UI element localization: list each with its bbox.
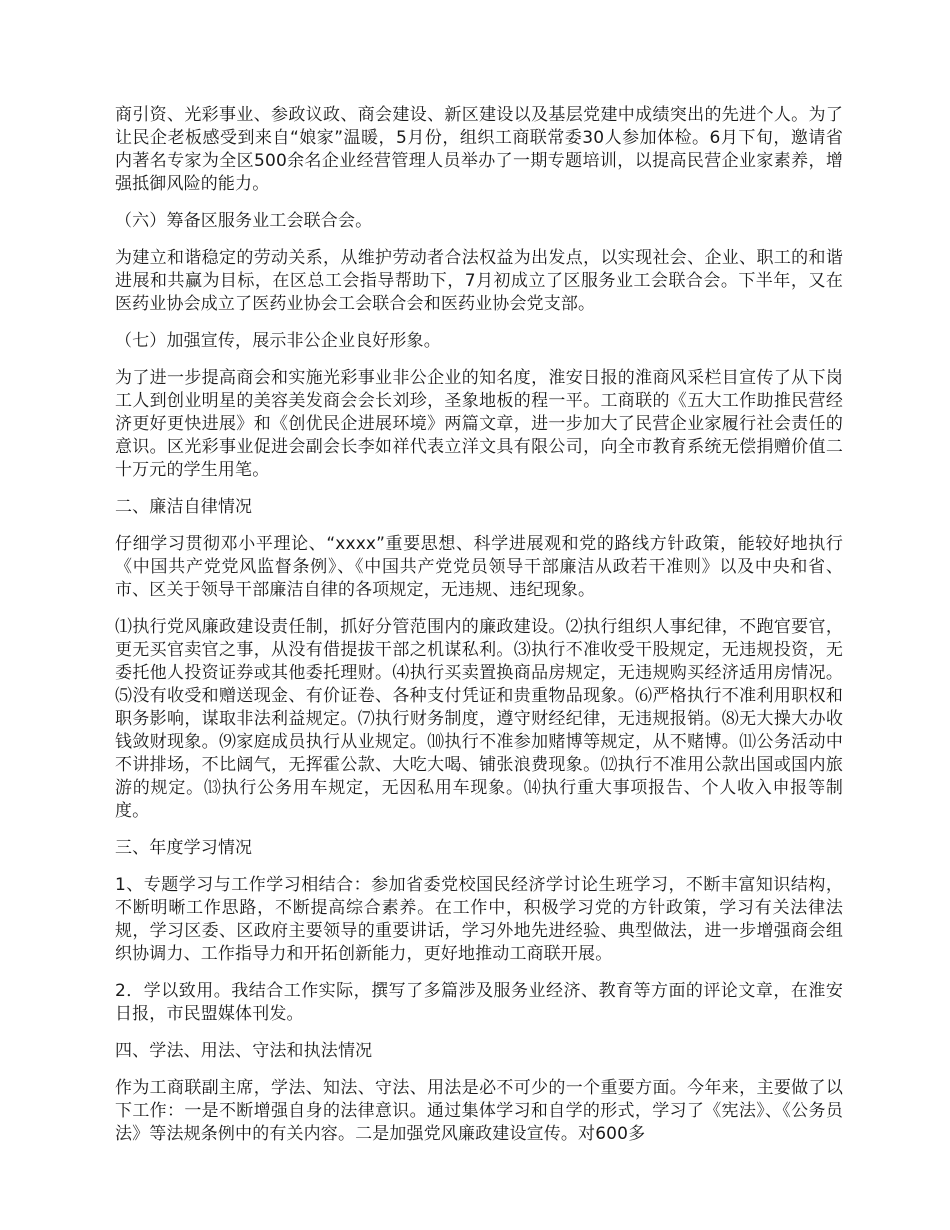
heading-annual-study: 三、年度学习情况 [115, 838, 253, 858]
document-page [115, 104, 843, 1160]
paragraph-study-1: 1、专题学习与工作学习相结合：参加省委党校国民经济学讨论生班学习，不断丰富知识结构，不断明晰工作思路，不断提高综合素养。在工作中，积极学习党的方针政策，学习有关法律法规，学习区委、区政府主要领导的重要讲话，学习外地先进经验、典型做法，进一步增强商会组织协调力、工作指导力和开拓创新能力，更好地推动工商联开展。 [115, 875, 843, 964]
heading-law: 四、学法、用法、守法和执法情况 [115, 1041, 373, 1061]
paragraph-law: 作为工商联副主席，学法、知法、守法、用法是必不可少的一个重要方面。今年来，主要做了以下工作：一是不断增强自身的法律意识。通过集体学习和自学的形式，学习了《宪法》、《公务员法》等法规条例中的有关内容。二是加强党风廉政建设宣传。对600多 [115, 1078, 843, 1144]
paragraph-service-union: 为建立和谐稳定的劳动关系，从维护劳动者合法权益为出发点，以实现社会、企业、职工的和谐进展和共赢为目标，在区总工会指导帮助下，7月初成立了区服务业工会联合会。下半年，又在医药业协会成立了医药业协会工会联合会和医药业协会党支部。 [115, 248, 843, 314]
paragraph-study-2: 2．学以致用。我结合工作实际，撰写了多篇涉及服务业经济、教育等方面的评论文章，在淮安日报，市民盟媒体刊发。 [115, 981, 843, 1024]
paragraph-integrity-list: ⑴执行党风廉政建设责任制，抓好分管范围内的廉政建设。⑵执行组织人事纪律，不跑官要官，更无买官卖官之事，从没有借提拔干部之机谋私利。⑶执行不准收受干股规定，无违规投资，无委托他人投资证券或其他委托理财。⑷执行买卖置换商品房规定，无违规购买经济适用房情况。⑸没有收受和赠送现金、有价证卷、各种支付凭证和贵重物品现象。⑹严格执行不准利用职权和职务影响，谋取非法利益规定。⑺执行财务制度，遵守财经纪律，无违规报销。⑻无大操大办收钱敛财现象。⑼家庭成员执行从业规定。⑽执行不准参加赌博等规定，从不赌博。⑾公务活动中不讲排场，不比阔气，无挥霍公款、大吃大喝、铺张浪费现象。⑿执行不准用公款出国或国内旅游的规定。⒀执行公务用车规定，无因私用车现象。⒁执行重大事项报告、个人收入申报等制度。 [115, 617, 843, 821]
paragraph-integrity-intro: 仔细学习贯彻邓小平理论、“xxxx”重要思想、科学进展观和党的路线方针政策，能较好地执行《中国共产党党风监督条例》、《中国共产党党员领导干部廉洁从政若干准则》以及中央和省、市、区关于领导干部廉洁自律的各项规定，无违规、违纪现象。 [115, 534, 843, 600]
heading-publicity: （七）加强宣传，展示非公企业良好形象。 [115, 331, 441, 351]
heading-integrity: 二、廉洁自律情况 [115, 497, 253, 517]
heading-service-union: （六）筹备区服务业工会联合会。 [115, 211, 373, 231]
paragraph-investment-achievements: 商引资、光彩事业、参政议政、商会建设、新区建设以及基层党建中成绩突出的先进个人。为了让民企老板感受到来自“娘家”温暖，5月份，组织工商联常委30人参加体检。6月下旬，邀请省内著名专家为全区500余名企业经营管理人员举办了一期专题培训，以提高民营企业家素养，增强抵御风险的能力。 [115, 105, 843, 194]
paragraph-publicity: 为了进一步提高商会和实施光彩事业非公企业的知名度，淮安日报的淮商风采栏目宣传了从下岗工人到创业明星的美容美发商会会长刘珍，圣象地板的程一平。工商联的《五大工作助推民营经济更好更快进展》和《创优民企进展环境》两篇文章，进一步加大了民营企业家履行社会责任的意识。区光彩事业促进会副会长李如祥代表立洋文具有限公司，向全市教育系统无偿捐赠价值二十万元的学生用笔。 [115, 368, 843, 480]
